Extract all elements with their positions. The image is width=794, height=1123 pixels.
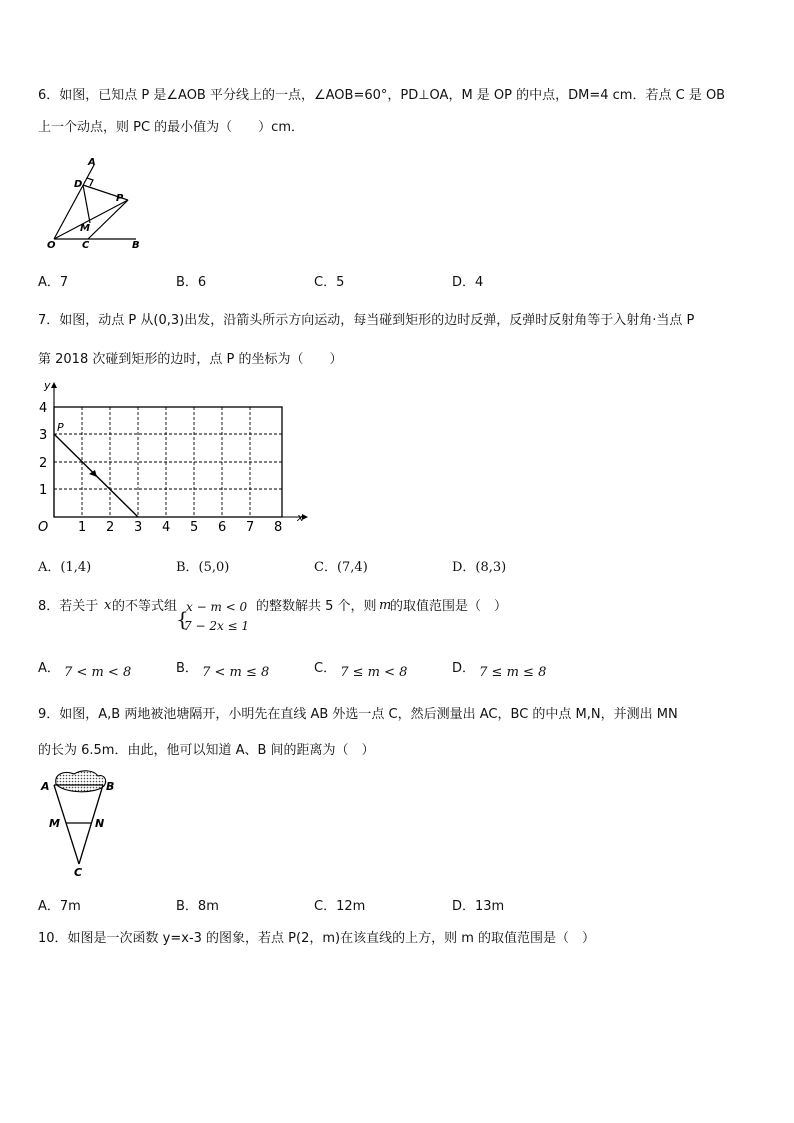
q9-stem-line2: 的长为 6.5m．由此，他可以知道 A、B 间的距离为（ ） [38, 743, 375, 758]
x-tick-1: 1 [78, 520, 87, 535]
label-a: A [88, 157, 96, 168]
q9-option-b[interactable]: B．8m [176, 899, 219, 914]
label-p: P [116, 193, 124, 204]
x-tick-4: 4 [162, 520, 171, 535]
q8-option-d[interactable] [452, 657, 547, 680]
q6-stem-line2: 上一个动点，则 PC 的最小值为（ ）cm． [38, 120, 304, 135]
q6-option-d[interactable]: D．4 [452, 275, 484, 290]
q8-stem-d: 的取值范围是（ ） [390, 599, 508, 614]
q6-option-c[interactable]: C．5 [314, 275, 345, 290]
q8-var-x: x [104, 598, 112, 613]
label-c: C [82, 240, 90, 250]
q8-option-b[interactable] [176, 657, 270, 680]
q9-option-d[interactable]: D．13m [452, 899, 505, 914]
q8-inequality-2: 7 − 2x ≤ 1 [184, 619, 250, 633]
origin-label: O [38, 520, 49, 535]
pond-shape [56, 771, 106, 792]
x-axis-label: x [297, 511, 304, 524]
y-axis-label: y [44, 379, 51, 392]
q7-option-a[interactable]: A．(1,4) [38, 560, 92, 575]
q8-option-a[interactable] [38, 657, 132, 680]
label-d: D [74, 179, 83, 190]
q8-stem-a: 8．若关于 [38, 599, 99, 614]
q7-grid-figure [34, 378, 314, 538]
q8-option-b-value: 7 < m ≤ 8 [202, 665, 270, 680]
x-tick-5: 5 [190, 520, 199, 535]
x-tick-6: 6 [218, 520, 227, 535]
q7-stem-line1: 7．如图，动点 P 从(0,3)出发，沿箭头所示方向运动，每当碰到矩形的边时反弹，反弹时反射角等于入射角·当点 P [38, 313, 695, 328]
y-tick-3: 3 [39, 428, 48, 443]
q8-option-c-letter: C． [314, 661, 337, 676]
y-tick-1: 1 [39, 483, 48, 498]
q6-option-a[interactable]: A．7 [38, 275, 69, 290]
label-m: M [49, 817, 60, 830]
segment-pc [88, 200, 128, 239]
q7-option-c[interactable]: C．(7,4) [314, 560, 368, 575]
q6-stem-line1: 6．如图，已知点 P 是∠AOB 平分线上的一点，∠AOB=60°，PD⊥OA，M 是 OP 的中点，DM=4 cm．若点 C 是 OB [38, 88, 726, 103]
q8-option-d-letter: D． [452, 661, 476, 676]
q7-stem-line2: 第 2018 次碰到矩形的边时，点 P 的坐标为（ ） [38, 352, 343, 367]
x-tick-2: 2 [106, 520, 115, 535]
q6-figure [38, 155, 148, 250]
segment-dm [83, 185, 90, 223]
y-tick-2: 2 [39, 456, 48, 471]
label-b: B [132, 240, 140, 250]
q8-inequality-1: x − m < 0 [186, 600, 248, 614]
q8-var-m: m [379, 598, 392, 613]
q8-stem-c: 的整数解共 5 个，则 [256, 599, 377, 614]
point-p-label: P [57, 421, 64, 434]
label-b: B [106, 780, 115, 793]
q6-option-b[interactable]: B．6 [176, 275, 207, 290]
q10-stem-line1: 10．如图是一次函数 y=x-3 的图象，若点 P(2，m)在该直线的上方，则 m 的取值范围是（ ） [38, 931, 596, 946]
q7-option-b[interactable]: B．(5,0) [176, 560, 230, 575]
label-n: N [95, 817, 105, 830]
q7-option-d[interactable]: D．(8,3) [452, 560, 507, 575]
q8-option-d-value: 7 ≤ m ≤ 8 [479, 665, 547, 680]
q9-figure [38, 768, 128, 880]
x-tick-8: 8 [274, 520, 283, 535]
label-m: M [80, 223, 90, 234]
q8-brace: { [176, 607, 189, 631]
q8-option-a-letter: A． [38, 661, 60, 676]
label-o: O [47, 240, 56, 250]
q8-option-b-letter: B． [176, 661, 198, 676]
label-c: C [74, 866, 83, 879]
q8-option-c[interactable] [314, 657, 408, 680]
q8-option-c-value: 7 ≤ m < 8 [340, 665, 408, 680]
rectangle [54, 407, 282, 517]
y-tick-4: 4 [39, 401, 48, 416]
x-tick-3: 3 [134, 520, 143, 535]
q8-option-a-value: 7 < m < 8 [64, 665, 132, 680]
q9-option-a[interactable]: A．7m [38, 899, 81, 914]
x-tick-7: 7 [246, 520, 255, 535]
right-angle-mark [87, 178, 93, 186]
label-a: A [41, 780, 50, 793]
q9-option-c[interactable]: C．12m [314, 899, 366, 914]
q8-stem-b: 的不等式组 [112, 599, 178, 614]
direction-arrow [89, 470, 97, 477]
q9-stem-line1: 9．如图，A,B 两地被池塘隔开，小明先在直线 AB 外选一点 C，然后测量出 AC，BC 的中点 M,N，并测出 MN [38, 707, 678, 722]
